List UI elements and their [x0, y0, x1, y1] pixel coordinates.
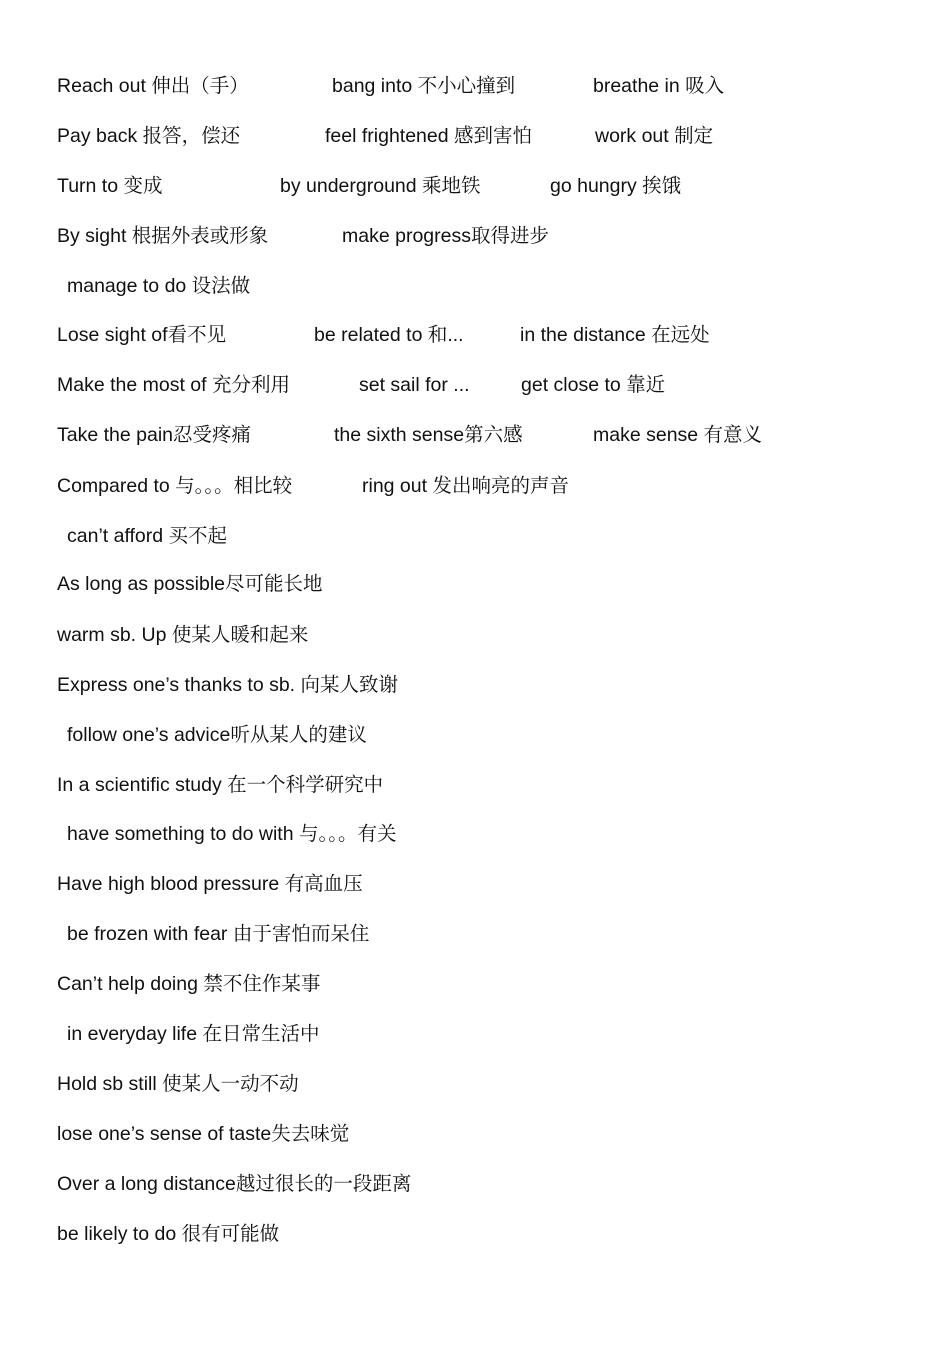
phrase-entry: By sight 根据外表或形象	[57, 225, 269, 247]
phrase-entry: bang into 不小心撞到	[332, 75, 516, 97]
phrase-entry: Make the most of 充分利用	[57, 374, 290, 396]
phrase-entry: Express one’s thanks to sb. 向某人致谢	[57, 674, 399, 696]
phrase-entry: feel frightened 感到害怕	[325, 125, 533, 147]
phrase-entry: ring out 发出响亮的声音	[362, 475, 569, 497]
phrase-entry: in the distance 在远处	[520, 324, 710, 346]
phrase-entry: Have high blood pressure 有高血压	[57, 873, 363, 895]
phrase-entry: In a scientific study 在一个科学研究中	[57, 774, 384, 796]
phrase-entry: Reach out 伸出（手）	[57, 75, 249, 97]
phrase-entry: Take the pain忍受疼痛	[57, 424, 252, 446]
phrase-entry: Can’t help doing 禁不住作某事	[57, 973, 321, 995]
phrase-entry: make sense 有意义	[593, 424, 763, 446]
phrase-entry: Compared to 与。。。相比较	[57, 475, 293, 497]
phrase-entry: be frozen with fear 由于害怕而呆住	[67, 923, 370, 945]
phrase-entry: Hold sb still 使某人一动不动	[57, 1073, 299, 1095]
phrase-entry: make progress取得进步	[342, 225, 549, 247]
phrase-entry: manage to do 设法做	[67, 275, 251, 297]
phrase-entry: Turn to 变成	[57, 175, 163, 197]
phrase-entry: go hungry 挨饿	[550, 175, 682, 197]
phrase-entry: Lose sight of看不见	[57, 324, 227, 346]
phrase-entry: by underground 乘地铁	[280, 175, 481, 197]
phrase-entry: be likely to do 很有可能做	[57, 1223, 280, 1245]
phrase-entry: in everyday life 在日常生活中	[67, 1023, 320, 1045]
phrase-entry: breathe in 吸入	[593, 75, 725, 97]
phrase-entry: the sixth sense第六感	[334, 424, 523, 446]
phrase-entry: Pay back 报答，偿还	[57, 125, 241, 147]
phrase-entry: Over a long distance越过很长的一段距离	[57, 1173, 412, 1195]
phrase-entry: work out 制定	[595, 125, 714, 147]
phrase-entry: As long as possible尽可能长地	[57, 573, 323, 595]
phrase-entry: can’t afford 买不起	[67, 525, 228, 547]
phrase-entry: get close to 靠近	[521, 374, 666, 396]
phrase-entry: follow one’s advice听从某人的建议	[67, 724, 367, 746]
phrase-entry: set sail for ...	[359, 374, 470, 396]
phrase-entry: be related to 和...	[314, 324, 464, 346]
phrase-entry: have something to do with 与。。。有关	[67, 823, 397, 845]
phrase-entry: lose one’s sense of taste失去味觉	[57, 1123, 350, 1145]
phrase-entry: warm sb. Up 使某人暖和起来	[57, 624, 309, 646]
